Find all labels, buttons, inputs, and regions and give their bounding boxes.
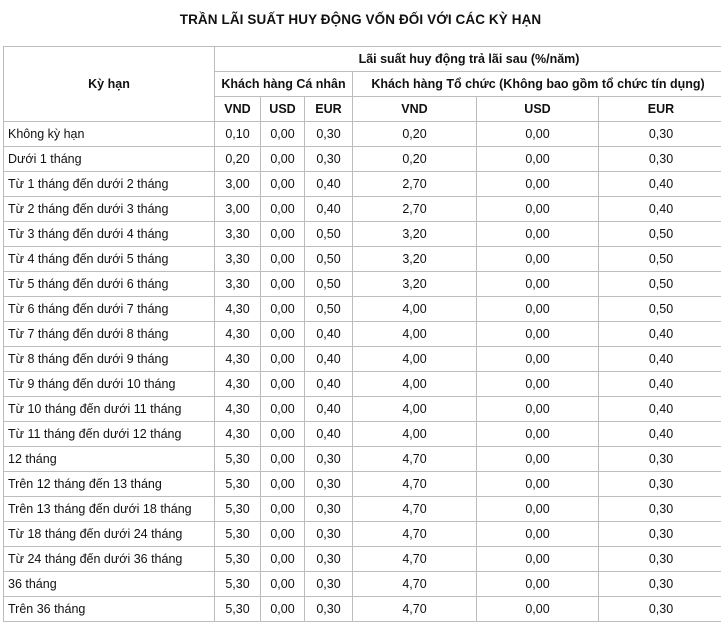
rate-cell: 0,00 [477,572,599,597]
rate-cell: 5,30 [215,447,261,472]
table-row [4,297,721,322]
rate-cell: 0,00 [261,422,305,447]
interest-rate-table [3,46,721,622]
rate-cell: 0,30 [305,572,353,597]
term-cell: Từ 1 tháng đến dưới 2 tháng [4,172,215,197]
rate-cell: 0,40 [599,397,721,422]
rate-cell: 0,00 [261,272,305,297]
rate-cell: 0,00 [261,197,305,222]
rate-cell: 0,00 [261,472,305,497]
table-row [4,522,721,547]
rate-cell: 0,30 [305,497,353,522]
rate-cell: 3,20 [353,272,477,297]
rate-cell: 0,40 [599,197,721,222]
rate-cell: 0,00 [477,122,599,147]
term-cell: Trên 13 tháng đến dưới 18 tháng [4,497,215,522]
rate-cell: 3,20 [353,247,477,272]
rate-cell: 5,30 [215,547,261,572]
rate-cell: 3,20 [353,222,477,247]
rate-cell: 0,30 [599,122,721,147]
rate-cell: 0,50 [599,272,721,297]
rate-cell: 2,70 [353,197,477,222]
term-cell: 36 tháng [4,572,215,597]
rate-cell: 0,40 [305,372,353,397]
rate-cell: 5,30 [215,497,261,522]
table-row [4,397,721,422]
organization-customer-header: Khách hàng Tổ chức (Không bao gồm tổ chức tín dụng) [353,72,721,97]
rate-cell: 0,30 [305,147,353,172]
rate-cell: 0,30 [599,597,721,622]
rate-cell: 4,30 [215,297,261,322]
rate-cell: 0,00 [477,397,599,422]
rate-cell: 0,00 [477,372,599,397]
term-cell: Từ 7 tháng đến dưới 8 tháng [4,322,215,347]
rate-cell: 4,70 [353,597,477,622]
term-cell: Từ 2 tháng đến dưới 3 tháng [4,197,215,222]
currency-header: VND [215,97,261,122]
rate-cell: 0,00 [477,522,599,547]
currency-header: USD [477,97,599,122]
term-cell: Trên 12 tháng đến 13 tháng [4,472,215,497]
rate-cell: 0,00 [261,147,305,172]
currency-header: EUR [599,97,721,122]
rate-cell: 0,00 [477,447,599,472]
rate-cell: 0,20 [215,147,261,172]
term-cell: Từ 8 tháng đến dưới 9 tháng [4,347,215,372]
term-cell: Từ 3 tháng đến dưới 4 tháng [4,222,215,247]
currency-header: VND [353,97,477,122]
rate-cell: 0,00 [261,222,305,247]
rate-cell: 0,30 [599,497,721,522]
rate-cell: 0,20 [353,147,477,172]
rate-cell: 5,30 [215,472,261,497]
rate-cell: 0,00 [477,347,599,372]
rate-cell: 0,50 [305,272,353,297]
table-row [4,497,721,522]
table-row [4,222,721,247]
rate-cell: 0,00 [477,147,599,172]
rate-cell: 0,00 [261,122,305,147]
term-cell: Từ 10 tháng đến dưới 11 tháng [4,397,215,422]
rate-cell: 0,40 [305,422,353,447]
table-row [4,197,721,222]
rate-cell: 0,40 [305,197,353,222]
rate-cell: 5,30 [215,572,261,597]
rate-cell: 0,00 [477,197,599,222]
rate-cell: 0,50 [305,297,353,322]
rate-cell: 0,30 [305,597,353,622]
table-row [4,422,721,447]
table-row [4,597,721,622]
rate-cell: 0,00 [261,597,305,622]
rate-cell: 0,00 [261,572,305,597]
rate-cell: 0,00 [261,372,305,397]
rate-cell: 0,40 [599,372,721,397]
rate-cell: 0,30 [599,147,721,172]
term-cell: Không kỳ hạn [4,122,215,147]
rate-cell: 0,30 [305,122,353,147]
table-row [4,447,721,472]
rate-cell: 0,50 [599,222,721,247]
rate-cell: 0,40 [305,322,353,347]
rate-cell: 4,00 [353,322,477,347]
rate-cell: 0,40 [599,347,721,372]
rate-group-header: Lãi suất huy động trả lãi sau (%/năm) [215,47,721,72]
rate-cell: 0,00 [477,222,599,247]
rate-cell: 0,30 [599,447,721,472]
rate-cell: 0,30 [599,522,721,547]
header-row-group [4,47,721,72]
rate-cell: 4,70 [353,447,477,472]
rate-cell: 0,50 [599,247,721,272]
rate-cell: 4,70 [353,547,477,572]
term-cell: Từ 11 tháng đến dưới 12 tháng [4,422,215,447]
rate-cell: 2,70 [353,172,477,197]
rate-cell: 4,30 [215,347,261,372]
rate-cell: 4,30 [215,372,261,397]
rate-cell: 5,30 [215,522,261,547]
rate-cell: 0,40 [305,397,353,422]
rate-cell: 4,30 [215,322,261,347]
rate-cell: 0,00 [477,322,599,347]
table-row [4,347,721,372]
rate-cell: 0,00 [261,247,305,272]
rate-cell: 0,30 [305,522,353,547]
rate-cell: 0,30 [305,547,353,572]
rate-cell: 0,00 [261,297,305,322]
term-column-header: Kỳ hạn [4,47,215,122]
rate-cell: 0,00 [261,347,305,372]
term-cell: Từ 6 tháng đến dưới 7 tháng [4,297,215,322]
rate-cell: 4,00 [353,422,477,447]
table-row [4,122,721,147]
rate-cell: 0,00 [261,522,305,547]
table-row [4,472,721,497]
table-row [4,322,721,347]
table-row [4,147,721,172]
rate-cell: 4,00 [353,297,477,322]
rate-cell: 0,40 [599,422,721,447]
rate-table-body [4,122,721,622]
rate-cell: 0,30 [599,547,721,572]
rate-cell: 0,50 [305,247,353,272]
table-row [4,547,721,572]
rate-cell: 0,00 [477,247,599,272]
rate-cell: 3,30 [215,247,261,272]
currency-header: USD [261,97,305,122]
page-title: TRẦN LÃI SUẤT HUY ĐỘNG VỐN ĐỐI VỚI CÁC KỲ HẠN [179,12,542,27]
rate-cell: 3,00 [215,172,261,197]
rate-cell: 0,00 [261,497,305,522]
rate-cell: 0,00 [261,172,305,197]
table-row [4,172,721,197]
table-row [4,272,721,297]
rate-cell: 4,00 [353,397,477,422]
rate-cell: 3,00 [215,197,261,222]
rate-cell: 4,00 [353,347,477,372]
rate-cell: 4,30 [215,397,261,422]
rate-cell: 0,50 [599,297,721,322]
rate-cell: 3,30 [215,272,261,297]
rate-cell: 0,30 [599,572,721,597]
rate-cell: 0,00 [261,447,305,472]
rate-cell: 0,00 [261,397,305,422]
term-cell: Từ 24 tháng đến dưới 36 tháng [4,547,215,572]
rate-cell: 4,00 [353,372,477,397]
rate-cell: 0,00 [477,497,599,522]
rate-cell: 0,00 [261,547,305,572]
term-cell: Từ 18 tháng đến dưới 24 tháng [4,522,215,547]
term-cell: Từ 9 tháng đến dưới 10 tháng [4,372,215,397]
rate-cell: 5,30 [215,597,261,622]
rate-cell: 0,00 [477,547,599,572]
table-row [4,372,721,397]
term-cell: 12 tháng [4,447,215,472]
term-cell: Từ 4 tháng đến dưới 5 tháng [4,247,215,272]
rate-cell: 0,20 [353,122,477,147]
rate-cell: 0,00 [261,322,305,347]
rate-cell: 0,40 [305,172,353,197]
rate-cell: 0,00 [477,597,599,622]
rate-cell: 4,70 [353,472,477,497]
rate-cell: 3,30 [215,222,261,247]
rate-cell: 0,40 [305,347,353,372]
rate-cell: 4,70 [353,572,477,597]
currency-header: EUR [305,97,353,122]
rate-cell: 0,30 [305,472,353,497]
rate-cell: 4,70 [353,522,477,547]
table-row [4,572,721,597]
rate-cell: 0,40 [599,322,721,347]
rate-cell: 0,00 [477,272,599,297]
rate-cell: 0,30 [599,472,721,497]
rate-cell: 0,00 [477,422,599,447]
term-cell: Từ 5 tháng đến dưới 6 tháng [4,272,215,297]
term-cell: Dưới 1 tháng [4,147,215,172]
table-row [4,247,721,272]
term-cell: Trên 36 tháng [4,597,215,622]
rate-cell: 0,10 [215,122,261,147]
rate-cell: 0,50 [305,222,353,247]
rate-cell: 0,00 [477,172,599,197]
individual-customer-header: Khách hàng Cá nhân [215,72,353,97]
rate-cell: 0,40 [599,172,721,197]
rate-cell: 4,30 [215,422,261,447]
rate-cell: 4,70 [353,497,477,522]
rate-cell: 0,00 [477,472,599,497]
rate-cell: 0,30 [305,447,353,472]
rate-cell: 0,00 [477,297,599,322]
